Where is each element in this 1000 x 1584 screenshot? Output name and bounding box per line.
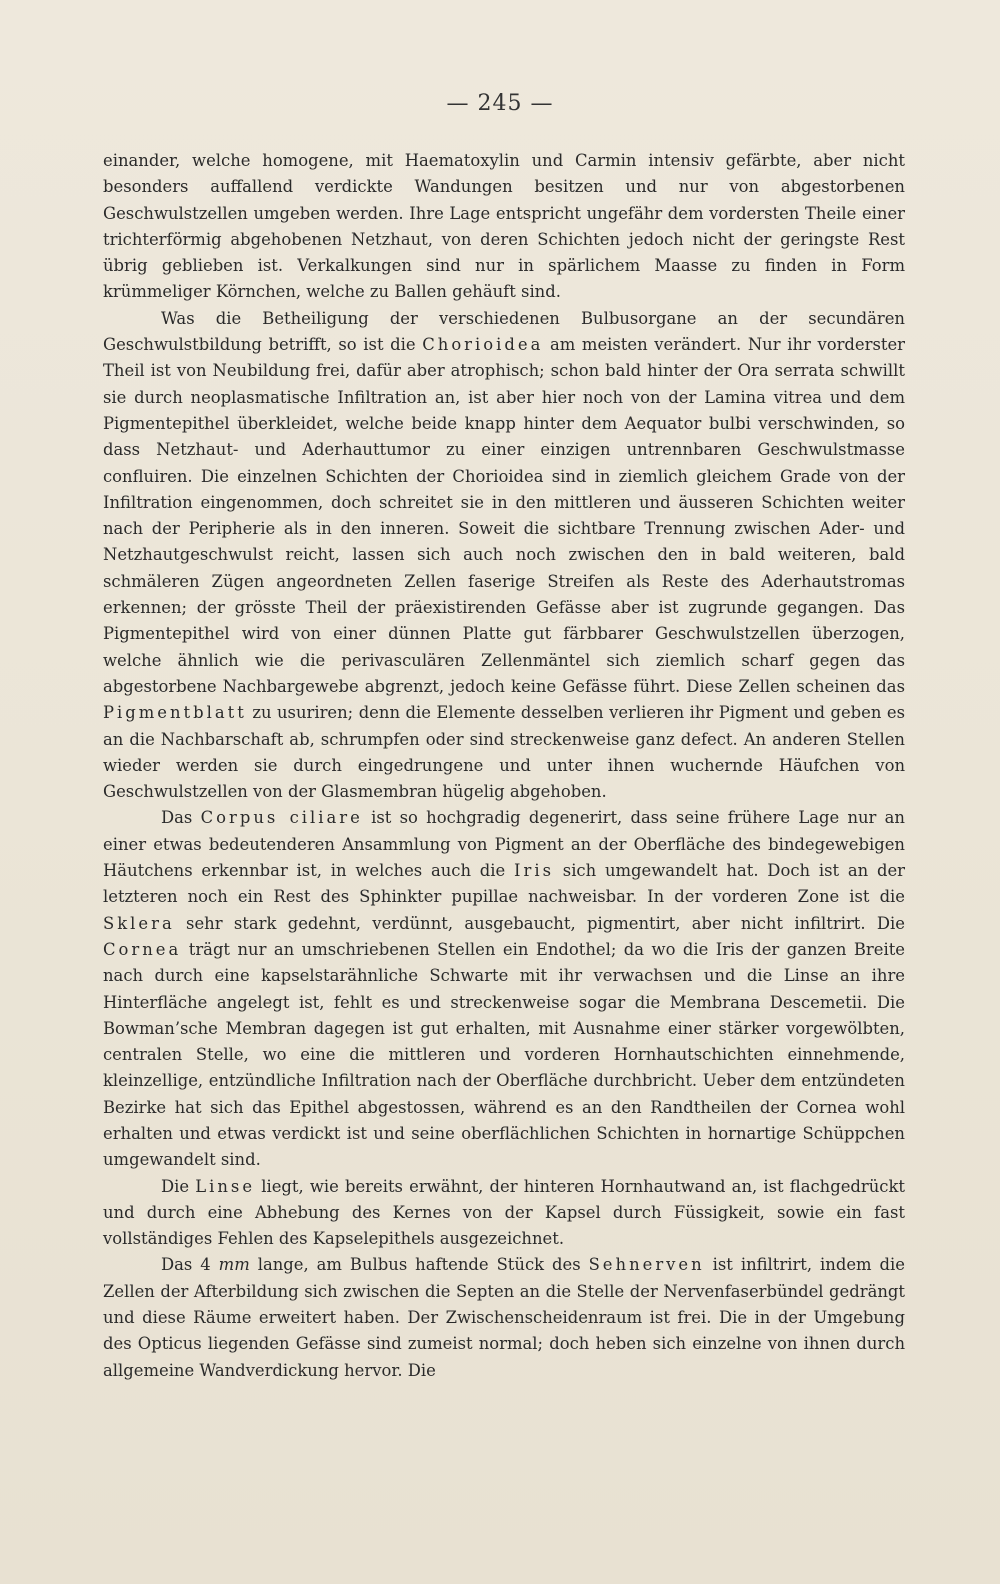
text-run: liegt, wie bereits erwähnt, der hinteren Hornhautwand an, ist flachgedrückt und durch eine Abhebung des Kernes von der Kapsel durch Füssigkeit, sowie ein fast vollständiges Fehlen des Kapselepithels ausgezeichnet. <box>103 1176 905 1249</box>
text-run: trägt nur an umschriebenen Stellen ein Endothel; da wo die Iris der ganzen Breite nach durch eine kapselstarähnliche Schwarte mit ihr verwachsen und die Linse an ihre Hinterfläche angelegt ist, fehlt es und streckenweise sogar die Membrana Descemetii. Die Bowman’sche Membran dagegen ist gut erhalten, mit Ausnahme einer stärker vorgewölbten, centralen Stelle, wo eine die mittleren und vorderen Hornhautschichten einnehmende, kleinzellige, entzündliche Infiltration nach der Oberfläche durchbricht. Ueber dem entzündeten Bezirke hat sich das Epithel abgestossen, während es an den Randtheilen der Cornea wohl erhalten und etwas verdickt ist und seine oberflächlichen Schichten in hornartige Schüppchen umgewandelt sind. <box>103 939 905 1170</box>
emphasized-term: Cornea <box>103 939 182 959</box>
text-run: zu usuriren; denn die Elemente desselben verlieren ihr Pigment und geben es an die Nachbarschaft ab, schrumpfen oder sind streckenweise ganz defect. An anderen Stellen wieder werden sie durch eingedrungene und unter ihnen wuchernde Häufchen von Geschwulstzellen von der Glasmembran hügelig abgehoben. <box>103 703 905 802</box>
page-number: — 245 — <box>446 91 554 116</box>
paragraph <box>103 1252 905 1383</box>
paragraph <box>103 1174 905 1253</box>
text-run: Die <box>161 1176 196 1196</box>
emphasized-term: Chorioidea <box>422 335 544 355</box>
emphasized-term: Pigmentblatt <box>103 703 247 723</box>
emphasized-term: Iris <box>514 861 554 881</box>
emphasized-term: Corpus ciliare <box>200 808 363 828</box>
text-run: sehr stark gedehnt, verdünnt, ausgebaucht, pigmentirt, aber nicht infiltrirt. Die <box>174 913 905 933</box>
emphasized-term: Sklera <box>103 913 175 933</box>
paragraph <box>103 148 905 306</box>
text-run: ist so hochgradig degenerirt, dass seine frühere Lage nur an einer etwas bedeutenderen Ansammlung von Pigment an der Oberfläche des bindegewebigen Häutchens erkennbar ist, in welches auch die <box>103 808 905 881</box>
text-run: einander, welche homogene, mit Haematoxylin und Carmin intensiv gefärbte, aber nicht besonders auffallend verdickte Wandungen besitzen und nur von abgestorbenen Geschwulstzellen umgeben werden. Ihre Lage entspricht ungefähr dem vordersten Theile einer trichterförmig abgehobenen Netzhaut, von deren Schichten jedoch nicht der geringste Rest übrig geblieben ist. Verkalkungen sind nur in spärlichem Maasse zu finden in Form krümmeliger Körnchen, welche zu Ballen gehäuft sind. <box>103 151 905 302</box>
text-run: sich umgewandelt hat. Doch ist an der letzteren noch ein Rest des Sphinkter pupillae nachweisbar. In der vorderen Zone ist die <box>103 861 905 907</box>
text-run: am meisten verändert. Nur ihr vorderster Theil ist von Neubildung frei, dafür aber atrophisch; schon bald hinter der Ora serrata schwillt sie durch neoplasmatische Infiltration an, ist aber hier noch von der Lamina vitrea und dem Pigmentepithel überkleidet, welche beide knapp hinter dem Aequator bulbi verschwinden, so dass Netzhaut- und Aderhauttumor zu einer einzigen untrennbaren Geschwulstmasse confluiren. Die einzelnen Schichten der Chorioidea sind in ziemlich gleichem Grade von der Infiltration eingenommen, doch schreitet sie in den mittleren und äusseren Schichten weiter nach der Peripherie als in den inneren. Soweit die sichtbare Trennung zwischen Ader- und Netzhautgeschwulst reicht, lassen sich auch noch zwischen den in bald weiteren, bald schmäleren Zügen angeordneten Zellen faserige Streifen als Reste des Aderhautstromas erkennen; der grösste Theil der präexistirenden Gefässe aber ist zugrunde gegangen. Das Pigmentepithel wird von einer dünnen Platte gut färbbarer Geschwulstzellen überzogen, welche ähnlich wie die perivasculären Zellenmäntel sich ziemlich scharf gegen das abgestorbene Nachbargewebe abgrenzt, jedoch keine Gefässe führt. Diese Zellen scheinen das <box>103 335 905 696</box>
text-run: Das <box>161 808 201 828</box>
text-run: ist infiltrirt, indem die Zellen der Afterbildung sich zwischen die Septen an die Stelle der Nervenfaserbündel gedrängt und diese Räume erweitert haben. Der Zwischenscheidenraum ist frei. Die in der Umgebung des Opticus liegenden Gefässe sind zumeist normal; doch heben sich einzelne von ihnen durch allgemeine Wandverdickung hervor. Die <box>103 1255 905 1380</box>
emphasized-term: Linse <box>195 1176 256 1196</box>
paragraph <box>103 306 905 806</box>
text-run: lange, am Bulbus haftende Stück des <box>249 1255 589 1275</box>
body-text <box>103 148 905 1384</box>
text-run: Was die Betheiligung der verschiedenen Bulbusorgane an der secundären Geschwulstbildung betrifft, so ist die <box>103 308 905 355</box>
emphasized-term: Sehnerven <box>588 1255 705 1275</box>
text-run: Das 4 <box>161 1255 219 1275</box>
italic-unit: mm <box>218 1255 250 1275</box>
paragraph <box>103 805 905 1173</box>
